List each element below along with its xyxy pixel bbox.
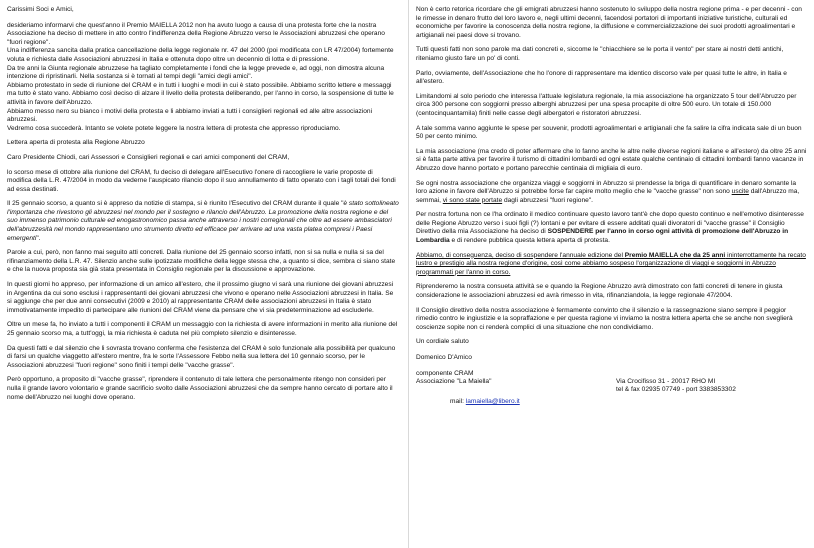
letter-paragraph: Tutti questi fatti non sono parole ma dati concreti e, siccome le "chiacchiere se le porta il vento" per stare ai nostri detti antichi, riteniamo giusto fare un po' di conti.	[416, 46, 784, 62]
left-column	[7, 6, 399, 544]
phone: tel & fax 02935 07749 - port 3383853302	[616, 386, 736, 394]
bold-text: SOSPENDERE per l'anno in corso ogni attività di promozione dell'Abruzzo in Lombardia	[416, 228, 789, 245]
intro-paragraph: Abbiamo protestato in sede di riunione del CRAM e in tutti i luoghi e modi in cui è stato possibile. Abbiamo scritto lettere e messaggi ma tutto è stato vano. Abbiamo così deciso di alzare il livello della protesta deliberando, per l'anno in corso, la sospensione di tutte le attività in favore dell'Abruzzo.	[7, 81, 394, 106]
text-run: Abbiamo, di conseguenza, deciso di sospendere l'annuale edizione del	[416, 251, 625, 259]
bold-text: Premio MAIELLA che da 25 anni	[624, 251, 726, 259]
letter-paragraph: Però opportuno, a proposito di "vacche grasse", riprendere il contenuto di tale lettera che personalmente ritengo non consideri per nulla il grande lavoro volontario e grande sacrificio svolto dalle Associazioni abruzzesi che da sempre hanno cercato di portare alto il nome dell'Abruzzo nei luoghi dove operano.	[7, 376, 393, 401]
intro-paragraph: Abbiamo messo nero su bianco i motivi della protesta e li abbiamo inviati a tutti i consiglieri regionali ed alle altre associazioni abruzzesi.	[7, 107, 373, 124]
letter-paragraph: lo scorso mese di ottobre alla riunione del CRAM, fu deciso di delegare all'Esecutivo l'onere di raccogliere le varie proposte di modifica della L.R. 47/2004 in modo da vederne l'auspicato rilancio dopo il suo annullamento di fatto operato con i tagli totali dei fondi ad essa destinati.	[7, 168, 396, 193]
letter-paragraph: La mia associazione (ma credo di poter affermare che lo fanno anche le altre nelle diverse regioni italiane e all'estero) da oltre 25 anni si è fatta parte attiva per favorire il turismo di cittadini lombardi ed ogni estate qualche centinaio di cittadini lombardi fanno vacanze in Abruzzo dove hanno portato e portano parecchie centinaia di migliaia di euro.	[416, 147, 807, 172]
column-divider	[408, 0, 409, 548]
letter-paragraph: Riprenderemo la nostra consueta attività se e quando la Regione Abruzzo avrà dimostrato con fatti concreti di tenere in giusta considerazione le associazioni abruzzesi ed avrà rimesso in vita, rifinanziandola, la legge regionale 47/2004.	[416, 283, 783, 300]
text-run: e di rendere pubblica questa lettera aperta di protesta.	[449, 237, 610, 245]
letter-paragraph: Non è certo retorica ricordare che gli emigrati abruzzesi hanno sostenuto lo sviluppo della nostra regione prima - e per decenni - con le rimesse in denaro frutto del loro lavoro e, negli ultimi decenni, facendosi portatori di importanti iniziative turistiche, culturali ed economiche per favorire la conoscenza della nostra regione, la diffusione e commercializzazione dei suoi prodotti agroalimentari e artigianali nei paesi dove si trovano.	[416, 6, 802, 39]
signature-org: Associazione "La Maiella"	[416, 378, 492, 386]
text-run: Per nostra fortuna non ce l'ha ordinato il medico continuare questo lavoro tant'è che dopo questo continuo e nell'emotivo disinteresse delle Regione Abruzzo verso i suoi figli (?) lontani e per evitare di essere additati quali divoratori di "vacche grasse" il Consiglio Direttivo della mia Associazione ha deciso di	[416, 211, 804, 236]
letter-paragraph-vacche	[416, 180, 807, 206]
letter-salutation: Caro Presidente Chiodi, cari Assessori e Consiglieri regionali e cari amici componenti del CRAM,	[7, 153, 290, 161]
intro-paragraph: Una indifferenza sancita dalla pratica cancellazione della legge regionale nr. 47 del 2000 (poi modificata con LR 47/2004) fortemente voluta e richiesta dalle Associazioni abruzzesi in Italia e ottenuta dopo oltre un decennio di lotta e di pressione.	[7, 47, 394, 63]
underlined-text: uscite	[731, 188, 749, 196]
text-run: dall'Abruzzo ma, semmai,	[416, 188, 800, 204]
mail-label: mail:	[450, 397, 464, 405]
text-run: Se ogni nostra associazione che organizza viaggi e soggiorni in Abruzzo si prendesse la briga di quantificare in denaro somante la loro azione in favore dell'Abruzzo si potrebbe forse far capire molto meglio che le "vacche grasse" non sono	[416, 179, 797, 196]
email-link[interactable]: lamaiella@libero.it	[465, 397, 520, 405]
right-column	[416, 6, 807, 544]
letter-paragraph-suspension	[416, 211, 807, 245]
signature-name: Domenico D'Amico	[416, 354, 472, 361]
intro-paragraph: Da tre anni la Giunta regionale abruzzese ha tagliato completamente i fondi che la legge prevede e, ad oggi, non dimostra alcuna intenzione di ripristinarli. Nella sostanza si è tornati al tempi degli "amici degli amici".	[7, 64, 385, 81]
signature-role: componente CRAM	[416, 369, 474, 377]
mail-line	[416, 398, 807, 407]
quote-lead: Il 25 gennaio scorso, a quanto si è appreso da notizie di stampa, si è riunito l'Esecutivo del CRAM durante il quale "	[7, 200, 344, 208]
letter-paragraph: Parole a cui, però, non fanno mai seguito atti concreti. Dalla riunione del 25 gennaio scorso infatti, non si sa nulla e nulla si sa del rifinanziamento della L.R. 47. Silenzio anche sulle ipotizzate modifiche della legge stessa che, a quanto si dice, sembra ci siano state e che la nuova proposta sia già stata presentata in Consiglio regionale per la discussione e approvazione.	[7, 249, 396, 274]
signature-left	[416, 370, 586, 387]
letter-paragraph: Parlo, ovviamente, dell'Associazione che ho l'onore di rappresentare ma identico discorso vale per quasi tutte le altre, in Italia e all'estero.	[416, 69, 787, 86]
text-run: ininterrottamente ha recato lustro e prestigio alla nostra regione d'origine, così come abbiamo sospeso l'organizzazione di viaggi e soggiorni in Abruzzo programmati per l'anno in corso.	[416, 251, 806, 276]
closing: Un cordiale saluto	[416, 338, 469, 346]
intro-block	[7, 22, 399, 134]
letter-paragraph: A tale somma vanno aggiunte le spese per souvenir, prodotti agroalimentari e artigianali che fa salire la cifra indicata sale di un buon 50 per cento minimo.	[416, 124, 802, 141]
letter-paragraph: In questi giorni ho appreso, per informazione di un amico all'estero, che il prossimo giugno vi sarà una riunione dei giovani abruzzesi in Argentina da cui sono esclusi i rappresentanti dei giovani abruzzesi che vivono e operano nelle Associazioni abruzzesi in Italia. Se si aggiunge che per due anni consecutivi (2009 e 2010) al rappresentante CRAM delle associazioni abruzzesi in Italia è stato immotivatamente impedito di partecipare alle riunioni del CRAM viene da pensare che vi sia predeterminazione ad escluderle.	[7, 281, 394, 314]
greeting: Carissimi Soci e Amici,	[7, 6, 74, 13]
text-run: dagli abruzzesi "fuori regione".	[502, 196, 593, 204]
letter-title: Lettera aperta di protesta alla Regione Abruzzo	[7, 139, 145, 147]
intro-paragraph: desideriamo informarvi che quest'anno il Premio MAIELLA 2012 non ha avuto luogo a causa di una protesta forte che la nostra Associazione ha deciso di mettere in atto contro l'indifferenza della Regione Abruzzo verso le Associazioni abruzzesi che operano "fuori regione".	[7, 21, 385, 46]
letter-paragraph-quote	[7, 200, 399, 243]
quote-text: è stato sottolineato l'importanza che rivestono gli abruzzesi nel mondo per il sostegno e rilancio dell'Abruzzo. La promozione della nostra regione e del suo immenso patrimonio culturale ed enogastronomico passa anche attraverso i nostri corregionali che oltre ad essere ambasciatori dell'abruzzesità nel mondo rappresentano uno strumento diretto ed efficace per arrivare ad una vasta platea compresi i Paesi emergenti	[7, 200, 399, 242]
intro-paragraph: Vedremo cosa succederà. Intanto se volete potete leggere la nostra lettera di protesta che appresso riproduciamo.	[7, 124, 341, 132]
underlined-text: vi sono state portate	[442, 196, 503, 204]
letter-paragraph: Oltre un mese fa, ho inviato a tutti i componenti il CRAM un messaggio con la richiesta di avere informazioni in merito alla riunione del 25 gennaio scorso ma, a tutt'oggi, la mia richiesta è caduta nel più completo silenzio e disinteresse.	[7, 321, 398, 337]
contact-info	[616, 370, 807, 395]
letter-paragraph-premio	[416, 252, 807, 278]
letter-paragraph: Da questi fatti e dal silenzio che li sovrasta trovano conferma che l'esistenza del CRAM è solo funzionale alla possibilità per qualcuno di farsi un qualche viaggetto all'estero mentre, fra le sorte l'Assessore Febbo nella sua lettera del 10 gennaio scorso, per le Associazioni abruzzesi "fuori regione" sono finiti i tempi delle "vacche grasse".	[7, 344, 396, 369]
quote-end: ".	[36, 234, 41, 242]
letter-paragraph: Il Consiglio direttivo della nostra associazione è fermamente convinto che il silenzio e la rassegnazione siano sempre il peggior rimedio contro le ingiustizie e la sopraffazione e per questa ragione vi inviamo la nostra lettera aperta che se anche non sveglierà coscienze sopite non ci renderà complici di una situazione che non condividiamo.	[416, 306, 793, 331]
address: Via Crocifisso 31 - 20017 RHO MI	[616, 377, 716, 385]
letter-paragraph: Limitandomi al solo periodo che interessa l'attuale legislatura regionale, la mia associazione ha organizzato 5 tour dell'Abruzzo per circa 300 persone con soggiorni presso alberghi abruzzesi per una spesa procapite di oltre 500 euro. Un totale di 150.000 (centocinquantamila) finiti nelle casse degli albergatori e ristoratori abruzzesi.	[416, 92, 797, 117]
signature-block	[416, 370, 807, 395]
